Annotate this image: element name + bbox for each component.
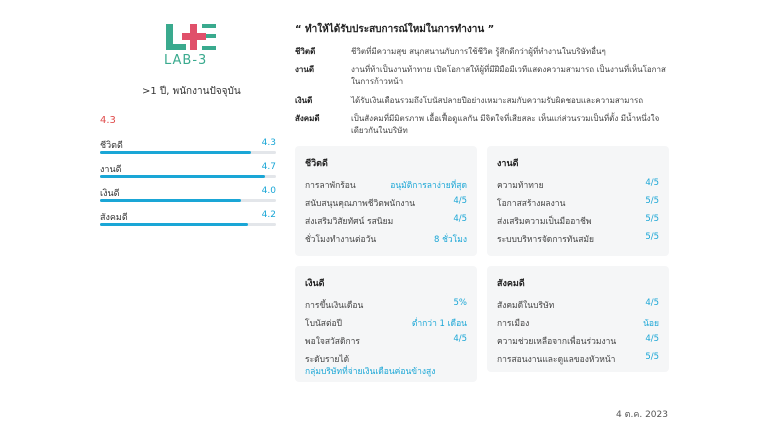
card-row bbox=[497, 232, 659, 250]
card-row bbox=[305, 334, 467, 352]
card-row-label: สังคมดีในบริษัท bbox=[497, 301, 555, 311]
card-title: สังคมดี bbox=[497, 279, 525, 289]
card-row-value: อนุมัติการลาง่ายที่สุด bbox=[390, 181, 467, 191]
review-item-key: งานดี bbox=[295, 65, 315, 74]
card-row-label: การลาพักร้อน bbox=[305, 181, 356, 191]
card-row-value: 8 ชั่วโมง bbox=[434, 235, 467, 245]
card-life bbox=[295, 146, 477, 256]
overall-rating: 4.3 bbox=[100, 115, 116, 126]
card-row-value: 4/5 bbox=[645, 178, 659, 188]
card-row-value: 4/5 bbox=[453, 214, 467, 224]
card-row-value: กลุ่มบริษัทที่จ่ายเงินเดือนค่อนข้างสูง bbox=[305, 367, 436, 377]
card-row bbox=[497, 298, 659, 316]
score-bar-track bbox=[100, 151, 276, 154]
score-row-social bbox=[100, 210, 276, 234]
card-row-value: 5% bbox=[453, 298, 467, 308]
review-item-text: ชีวิตที่มีความสุข สนุกสนานกับการใช้ชีวิต รู้สึกดีกว่าผู้ที่ทำงานในบริษัทอื่นๆ bbox=[351, 47, 606, 56]
card-social bbox=[487, 266, 669, 372]
review-headline: “ ทำให้ได้รับประสบการณ์ใหม่ในการทำงาน ” bbox=[295, 24, 495, 35]
card-work bbox=[487, 146, 669, 256]
card-title: ชีวิตดี bbox=[305, 159, 328, 169]
card-row-value: 5/5 bbox=[645, 232, 659, 242]
score-row-work bbox=[100, 162, 276, 186]
score-bar-fill bbox=[100, 199, 241, 202]
score-bar-fill bbox=[100, 223, 248, 226]
card-row-label: ส่งเสริมวิสัยทัศน์ รสนิยม bbox=[305, 217, 394, 227]
score-bar-track bbox=[100, 199, 276, 202]
card-row-label: สนับสนุนคุณภาพชีวิตพนักงาน bbox=[305, 199, 416, 209]
card-row-value: น้อย bbox=[643, 319, 659, 329]
card-row-label: ชั่วโมงทำงานต่อวัน bbox=[305, 235, 377, 245]
company-logo bbox=[162, 22, 218, 68]
card-row-label: ระบบบริหารจัดการทันสมัย bbox=[497, 235, 594, 245]
card-row bbox=[305, 214, 467, 232]
score-label: งานดี bbox=[100, 165, 122, 175]
card-title: งานดี bbox=[497, 159, 519, 169]
card-row-label: พอใจสวัสดิการ bbox=[305, 337, 360, 347]
card-row-label: โบนัสต่อปี bbox=[305, 319, 342, 329]
card-row bbox=[497, 352, 659, 370]
card-row-label: การสอนงานและดูแลของหัวหน้า bbox=[497, 355, 616, 365]
score-row-money bbox=[100, 186, 276, 210]
card-row bbox=[497, 214, 659, 232]
card-row-value: 4/5 bbox=[645, 298, 659, 308]
card-row-label: โอกาสสร้างผลงาน bbox=[497, 199, 566, 209]
card-row bbox=[305, 352, 467, 382]
review-item-key: เงินดี bbox=[295, 96, 313, 105]
score-value: 4.7 bbox=[261, 162, 276, 172]
card-row bbox=[497, 334, 659, 352]
score-value: 4.0 bbox=[261, 186, 276, 196]
score-bar-track bbox=[100, 223, 276, 226]
card-row bbox=[305, 196, 467, 214]
card-row bbox=[305, 316, 467, 334]
card-row-label: ส่งเสริมความเป็นมืออาชีพ bbox=[497, 217, 592, 227]
score-list bbox=[100, 138, 276, 234]
card-row-label: การเมือง bbox=[497, 319, 530, 329]
card-row bbox=[305, 232, 467, 250]
score-bar-track bbox=[100, 175, 276, 178]
score-row-life bbox=[100, 138, 276, 162]
card-row-label: ความช่วยเหลือจากเพื่อนร่วมงาน bbox=[497, 337, 617, 347]
review-date: 4 ต.ค. 2023 bbox=[616, 410, 668, 420]
review-item-text: ได้รับเงินเดือนรวมถึงโบนัสปลายปีอย่างเหมาะสมกับความรับผิดชอบและความสามารถ bbox=[351, 96, 644, 105]
score-bar-fill bbox=[100, 151, 251, 154]
review-item-text: งานที่ท้าเป็นงานท้าทาย เปิดโอกาสให้ผู้ที่มีฝีมือมีเวทีแสดงความสามารถ เป็นงานที่เห็นโอกาสในการก้าวหน้า bbox=[351, 65, 666, 86]
score-bar-fill bbox=[100, 175, 265, 178]
card-row bbox=[497, 316, 659, 334]
review-item-key: ชีวิตดี bbox=[295, 47, 316, 56]
score-label: ชีวิตดี bbox=[100, 141, 123, 151]
card-row-value: 5/5 bbox=[645, 214, 659, 224]
card-row bbox=[305, 298, 467, 316]
card-row-label: การขึ้นเงินเดือน bbox=[305, 301, 364, 311]
card-row-value: 4/5 bbox=[453, 196, 467, 206]
card-row bbox=[497, 196, 659, 214]
logo-text: LAB-3 bbox=[164, 53, 208, 68]
review-item-key: สังคมดี bbox=[295, 114, 320, 123]
score-label: สังคมดี bbox=[100, 213, 128, 223]
card-row-value: 5/5 bbox=[645, 196, 659, 206]
card-row-value: 4/5 bbox=[645, 334, 659, 344]
card-row-label: ความท้าทาย bbox=[497, 181, 544, 191]
card-row bbox=[305, 178, 467, 196]
card-money bbox=[295, 266, 477, 382]
review-item-text: เป็นสังคมที่มีมิตรภาพ เอื้อเฟื้อดูแลกัน มีจิตใจที่เสียสละ เห็นแก่ส่วนรวมเป็นที่ตั้ง มีน้ำหนึ่งใจเดียวกันในบริษัท bbox=[351, 114, 660, 135]
card-title: เงินดี bbox=[305, 279, 325, 289]
card-row-label: ระดับรายได้ bbox=[305, 355, 350, 365]
reviewer-tenure: >1 ปี, พนักงานปัจจุบัน bbox=[142, 86, 241, 97]
card-row-value: 5/5 bbox=[645, 352, 659, 362]
card-row bbox=[497, 178, 659, 196]
score-value: 4.3 bbox=[261, 138, 276, 148]
card-row-value: 4/5 bbox=[453, 334, 467, 344]
card-row-value: ต่ำกว่า 1 เดือน bbox=[411, 319, 467, 329]
score-value: 4.2 bbox=[261, 210, 276, 220]
score-label: เงินดี bbox=[100, 189, 120, 199]
